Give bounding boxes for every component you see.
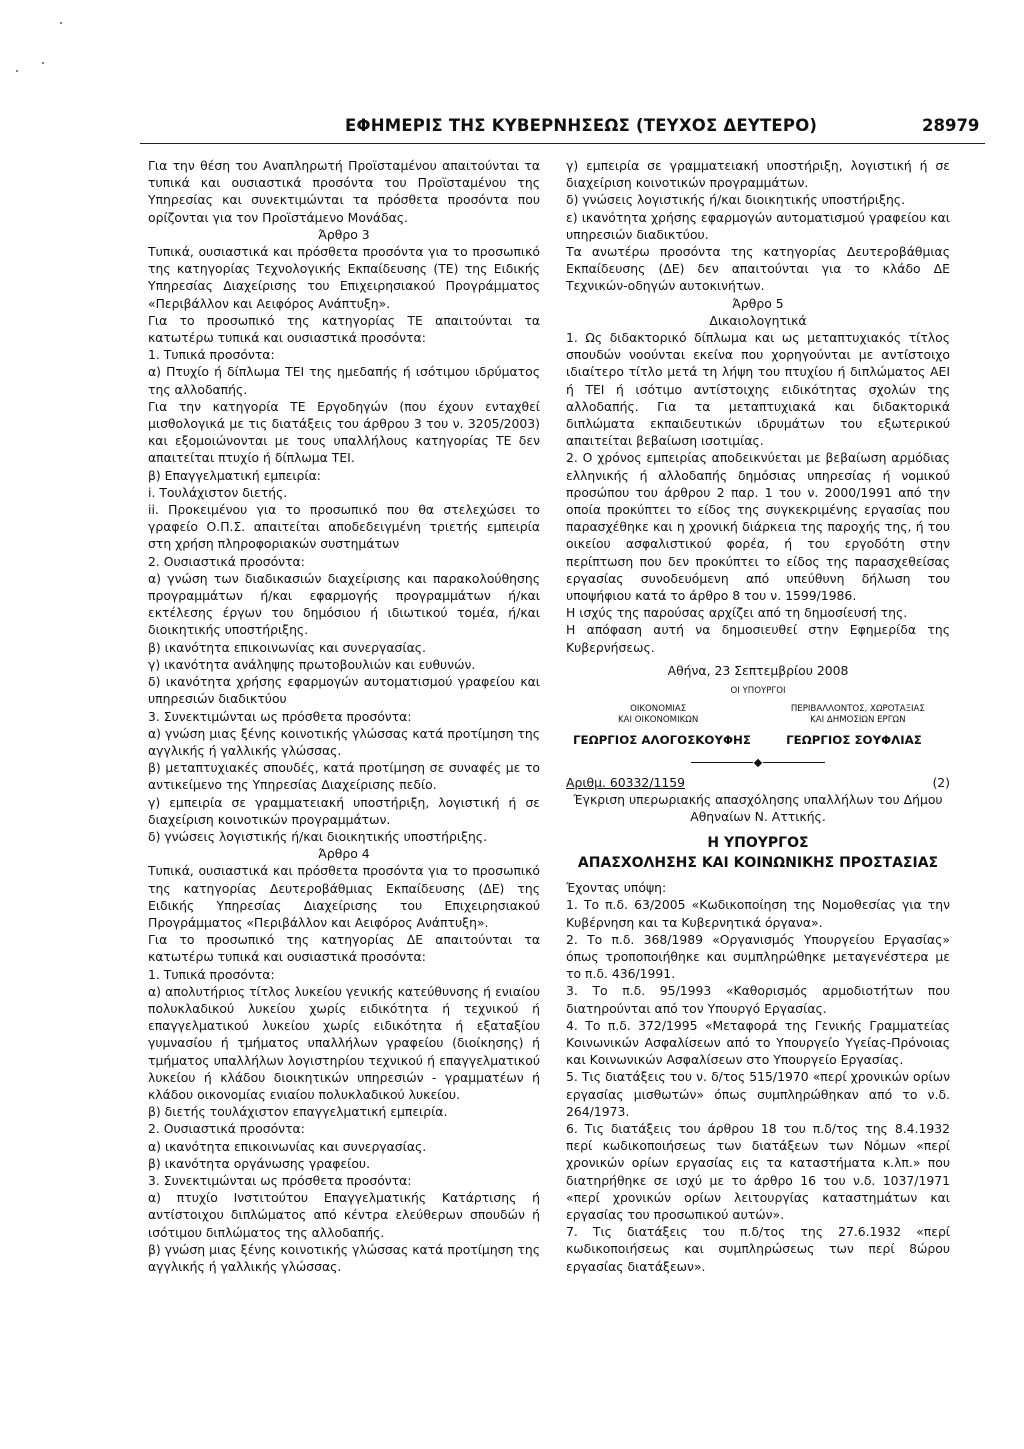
paragraph: α) γνώση των διαδικασιών διαχείρισης και παρακολούθησης προγραμμάτων ή/και εφαρμογής προγραμμάτων ή/και εκτέλεσης έργων του δημόσιου ή ιδιωτικού τομέα, ή/και διοικητικής υποστήριξης. — [148, 570, 540, 638]
paragraph: Για το προσωπικό της κατηγορίας ΔΕ απαιτούνται τα κατωτέρω τυπικά και ουσιαστικά προσόντα: — [148, 932, 540, 965]
decision-item: 7. Τις διατάξεις του π.δ/τος της 27.6.1932 «περί κωδικοποιήσεως και συμπληρώσεως των περί 8ώρου εργασίας διατάξεων». — [566, 1224, 950, 1274]
paragraph: ε) ικανότητα χρήσης εφαρμογών αυτοματισμού γραφείου και υπηρεσιών διαδικτύου. — [566, 209, 950, 242]
paragraph: β) Επαγγελματική εμπειρία: — [148, 467, 321, 483]
paragraph: β) ικανότητα επικοινωνίας και συνεργασίας. — [148, 639, 426, 655]
paragraph: β) μεταπτυχιακές σπουδές, κατά προτίμηση σε συναφές με το αντικείμενο της Υπηρεσίας Διαχείρισης πεδίο. — [148, 760, 540, 793]
place-date: Αθήνα, 23 Σεπτεμβρίου 2008 — [667, 662, 849, 678]
right-ministry: ΠΕΡΙΒΑΛΛΟΝΤΟΣ, ΧΩΡΟΤΑΞΙΑΣ ΚΑΙ ΔΗΜΟΣΙΩΝ ΕΡΓΩΝ — [790, 704, 925, 726]
signatures-names — [566, 732, 950, 749]
paragraph: Για την κατηγορία ΤΕ Εργοδηγών (που έχουν ενταχθεί μισθολογικά με τις διατάξεις του άρθρου 3 του ν. 3205/2003) και εξομοιώνονται με τους υπαλλήλους κατηγορίας ΤΕ δεν απαιτείται πτυχίο ή δίπλωμα ΤΕΙ. — [148, 398, 540, 466]
paragraph: ii. Προκειμένου για το προσωπικό που θα στελεχώσει το γραφείο Ο.Π.Σ. απαιτείται αποδεδειγμένη τριετής εμπειρία στη χρήση πληροφοριακών συστημάτων — [148, 502, 540, 552]
decision-item: 1. Το π.δ. 63/2005 «Κωδικοποίηση της Νομοθεσίας για την Κυβέρνηση και τα Κυβερνητικά όργανα». — [566, 897, 950, 930]
section-divider — [566, 760, 950, 766]
gazette-header-title: ΕΦΗΜΕΡΙΣ ΤΗΣ ΚΥΒΕΡΝΗΣΕΩΣ (ΤΕΥΧΟΣ ΔΕΥΤΕΡΟ) — [345, 116, 818, 135]
paragraph: α) Πτυχίο ή δίπλωμα ΤΕΙ της ημεδαπής ή ισότιμου ιδρύματος της αλλοδαπής. — [148, 364, 540, 397]
paragraph: β) ικανότητα οργάνωσης γραφείου. — [148, 1155, 371, 1171]
signatures-ministries — [566, 704, 950, 726]
decision-subject: Έγκριση υπερωριακής απασχόλησης υπαλλήλων του Δήμου Αθηναίων Ν. Αττικής. — [573, 791, 943, 824]
paragraph: δ) γνώσεις λογιστικής ή/και διοικητικής υποστήριξης. — [566, 192, 906, 208]
paragraph: Τα ανωτέρω προσόντα της κατηγορίας Δευτεροβάθμιας Εκπαίδευσης (ΔΕ) δεν απαιτούνται για το κλάδο ΔΕ Τεχνικών-οδηγών αυτοκινήτων. — [566, 244, 950, 294]
paragraph: i. Τουλάχιστον διετής. — [148, 484, 288, 500]
right-column — [566, 157, 950, 1275]
paragraph: α) πτυχίο Ινστιτούτου Επαγγελματικής Κατάρτισης ή αντίστοιχου διπλώματος από κέντρα ελεύθερων σπουδών ή ισότιμου διπλώματος της αλλοδαπής. — [148, 1190, 540, 1240]
paragraph: α) γνώση μιας ξένης κοινοτικής γλώσσας κατά προτίμηση της αγγλικής ή γαλλικής γλώσσας. — [148, 725, 540, 758]
article-heading: Άρθρο 4 — [318, 846, 370, 862]
paragraph: Τυπικά, ουσιαστικά και πρόσθετα προσόντα για το προσωπικό της κατηγορίας Δευτεροβάθμιας Εκπαίδευσης (ΔΕ) της Ειδικής Υπηρεσίας Διαχείρισης του Επιχειρησιακού Προγράμματος «Περιβάλλον και Αειφόρος Ανάπτυξη». — [148, 863, 540, 930]
decision-number: Αριθμ. 60332/1159 — [566, 774, 685, 790]
decision-item: 4. Το π.δ. 372/1995 «Μεταφορά της Γενικής Γραμματείας Κοινωνικών Ασφαλίσεων από το Υπουργείο Υγείας-Πρόνοιας και Κοινωνικών Ασφαλίσεων στο Υπουργείο Εργασίας. — [566, 1017, 950, 1068]
paragraph: γ) ικανότητα ανάληψης πρωτοβουλιών και ευθυνών. — [148, 656, 476, 672]
paragraph: 3. Συνεκτιμώνται ως πρόσθετα προσόντα: — [148, 708, 412, 724]
decision-item: 3. Το π.δ. 95/1993 «Καθορισμός αρμοδιοτήτων που διατηρούνται από τον Υπουργό Εργασίας. — [566, 983, 950, 1016]
article-subheading: Δικαιολογητικά — [709, 312, 807, 328]
paragraph: δ) ικανότητα χρήσης εφαρμογών αυτοματισμού γραφείου και υπηρεσιών διαδικτύου — [148, 674, 540, 707]
decision-number-row — [566, 774, 950, 791]
decision-intro: Έχοντας υπόψη: — [566, 880, 667, 896]
decision-item: 2. Το π.δ. 368/1989 «Οργανισμός Υπουργείου Εργασίας» όπως τροποποιήθηκε και συμπληρώθηκε μεταγενέστερα με το π.δ. 436/1991. — [566, 931, 950, 982]
paragraph: α) ικανότητα επικοινωνίας και συνεργασίας. — [148, 1138, 427, 1154]
article-heading: Άρθρο 3 — [318, 226, 370, 242]
paragraph: β) διετής τουλάχιστον επαγγελματική εμπειρία. — [148, 1104, 448, 1120]
scan-speck — [42, 62, 44, 64]
paragraph: δ) γνώσεις λογιστικής ή/και διοικητικής υποστήριξης. — [148, 828, 488, 844]
paragraph: α) απολυτήριος τίτλος λυκείου γενικής κατεύθυνσης ή ενιαίου πολυκλαδικού λυκείου χωρίς ειδικότητα ή τεχνικού ή επαγγελματικού λυκείου χωρίς ειδικότητα ή εξαταξίου γυμνασίου ή τμήματος υπαλλήλων γραφείου (διοίκησης) ή τμήματος υπαλλήλων λογιστηρίου τεχνικού ή επαγγελματικού λυκείου ή κλάδου διοικητικών υπηρεσιών - γραμματέων ή κλάδου οικονομίας ενιαίου πολυκλαδικού λυκείου. — [148, 983, 540, 1102]
paragraph: Για την θέση του Αναπληρωτή Προϊσταμένου απαιτούνται τα τυπικά και ουσιαστικά προσόντα του Προϊσταμένου της Υπηρεσίας και συνεκτιμώνται τα πρόσθετα προσόντα που ορίζονται για τον Προϊστάμενο Μονάδας. — [148, 158, 540, 225]
paragraph: 2. Ο χρόνος εμπειρίας αποδεικνύεται με βεβαίωση αρμόδιας ελληνικής ή αλλοδαπής δημόσιας υπηρεσίας ή νομικού προσώπου του άρθρου 2 παρ. 1 του ν. 2000/1991 από την οποία προκύπτει το είδος της συγκεκριμένης εργασίας που παρασχέθηκε και η χρονική διάρκεια της παροχής της, ή του οικείου ασφαλιστικού φορέα, ή του εργοδότη στην περίπτωση που δεν προκύπτει το είδος της παρασχεθείσας εργασίας συνοδευόμενη από υπεύθυνη δήλωση του υποψήφιου κατά το άρθρο 8 του ν. 1599/1986. — [566, 450, 950, 604]
paragraph: 1. Τυπικά προσόντα: — [148, 966, 275, 982]
paragraph: γ) εμπειρία σε γραμματειακή υποστήριξη, λογιστική ή σε διαχείριση κοινοτικών προγραμμάτων. — [148, 794, 540, 827]
ministers-label: ΟΙ ΥΠΟΥΡΓΟΙ — [730, 686, 786, 697]
paragraph: Η απόφαση αυτή να δημοσιευθεί στην Εφημερίδα της Κυβερνήσεως. — [566, 622, 950, 655]
paragraph: Τυπικά, ουσιαστικά και πρόσθετα προσόντα για το προσωπικό της κατηγορίας Τεχνολογικής Εκπαίδευσης (ΤΕ) της Ειδικής Υπηρεσίας Διαχείρισης του Επιχειρησιακού Προγράμματος «Περιβάλλον και Αειφόρος Ανάπτυξη». — [148, 244, 540, 311]
minister-title — [566, 833, 950, 873]
minister-title-line1: Η ΥΠΟΥΡΓΟΣ — [707, 835, 809, 852]
minister-title-line2: ΑΠΑΣΧΟΛΗΣΗΣ ΚΑΙ ΚΟΙΝΩΝΙΚΗΣ ΠΡΟΣΤΑΣΙΑΣ — [577, 855, 939, 872]
left-ministry: ΟΙΚΟΝΟΜΙΑΣ ΚΑΙ ΟΙΚΟΝΟΜΙΚΩΝ — [618, 704, 699, 726]
scan-speck — [60, 22, 62, 24]
right-minister-name: ΓΕΩΡΓΙΟΣ ΣΟΥΦΛΙΑΣ — [786, 733, 922, 748]
decision-item: 6. Τις διατάξεις του άρθρου 18 του π.δ/τος της 8.4.1932 περί κωδικοποιήσεως των διατάξεων των Νόμων «περί χρονικών ορίων εργασίας εις τα καταστήματα κ.λπ.» που διατηρήθηκε σε ισχύ με το άρθρο 16 του ν.δ. 1037/1971 «περί χρονικών ορίων λειτουργίας καταστημάτων και εργασίας του προσωπικού αυτών». — [566, 1120, 950, 1222]
scan-speck — [16, 70, 18, 72]
paragraph: β) γνώση μιας ξένης κοινοτικής γλώσσας κατά προτίμηση της αγγλικής ή γαλλικής γλώσσας. — [148, 1241, 540, 1274]
decision-index: (2) — [932, 774, 950, 790]
paragraph: Η ισχύς της παρούσας αρχίζει από τη δημοσίευσή της. — [566, 605, 908, 621]
left-column — [148, 157, 540, 1275]
paragraph: 1. Τυπικά προσόντα: — [148, 347, 275, 363]
decision-item: 5. Τις διατάξεις του ν. δ/τος 515/1970 «περί χρονικών ορίων εργασίας μισθωτών» όπως συμπληρώθηκαν από το ν.δ. 264/1973. — [566, 1069, 950, 1119]
paragraph: γ) εμπειρία σε γραμματειακή υποστήριξη, λογιστική ή σε διαχείριση κοινοτικών προγραμμάτων. — [566, 158, 950, 191]
paragraph: 2. Ουσιαστικά προσόντα: — [148, 1121, 305, 1137]
article-heading: Άρθρο 5 — [732, 295, 784, 311]
page-number: 28979 — [922, 116, 980, 135]
paragraph: Για το προσωπικό της κατηγορίας ΤΕ απαιτούνται τα κατωτέρω τυπικά και ουσιαστικά προσόντα: — [148, 312, 540, 346]
paragraph: 3. Συνεκτιμώνται ως πρόσθετα προσόντα: — [148, 1172, 412, 1188]
header-rule — [140, 143, 985, 144]
left-minister-name: ΓΕΩΡΓΙΟΣ ΑΛΟΓΟΣΚΟΥΦΗΣ — [573, 733, 751, 748]
paragraph: 1. Ως διδακτορικό δίπλωμα και ως μεταπτυχιακός τίτλος σπουδών νοούνται εκείνα που χορηγούνται με αντίστοιχο ιδιαίτερο τίτλο μετά τη λήψη του πτυχίου ή διπλώματος ΑΕΙ ή ΤΕΙ ή ισότιμο αντίστοιχης ειδικότητας σχολών της αλλοδαπής. Για τα μεταπτυχιακά και διδακτορικά διπλώματα εκπαιδευτικών ιδρυμάτων του εξωτερικού απαιτείται βεβαίωση ισοτιμίας. — [566, 330, 950, 449]
paragraph: 2. Ουσιαστικά προσόντα: — [148, 553, 305, 569]
